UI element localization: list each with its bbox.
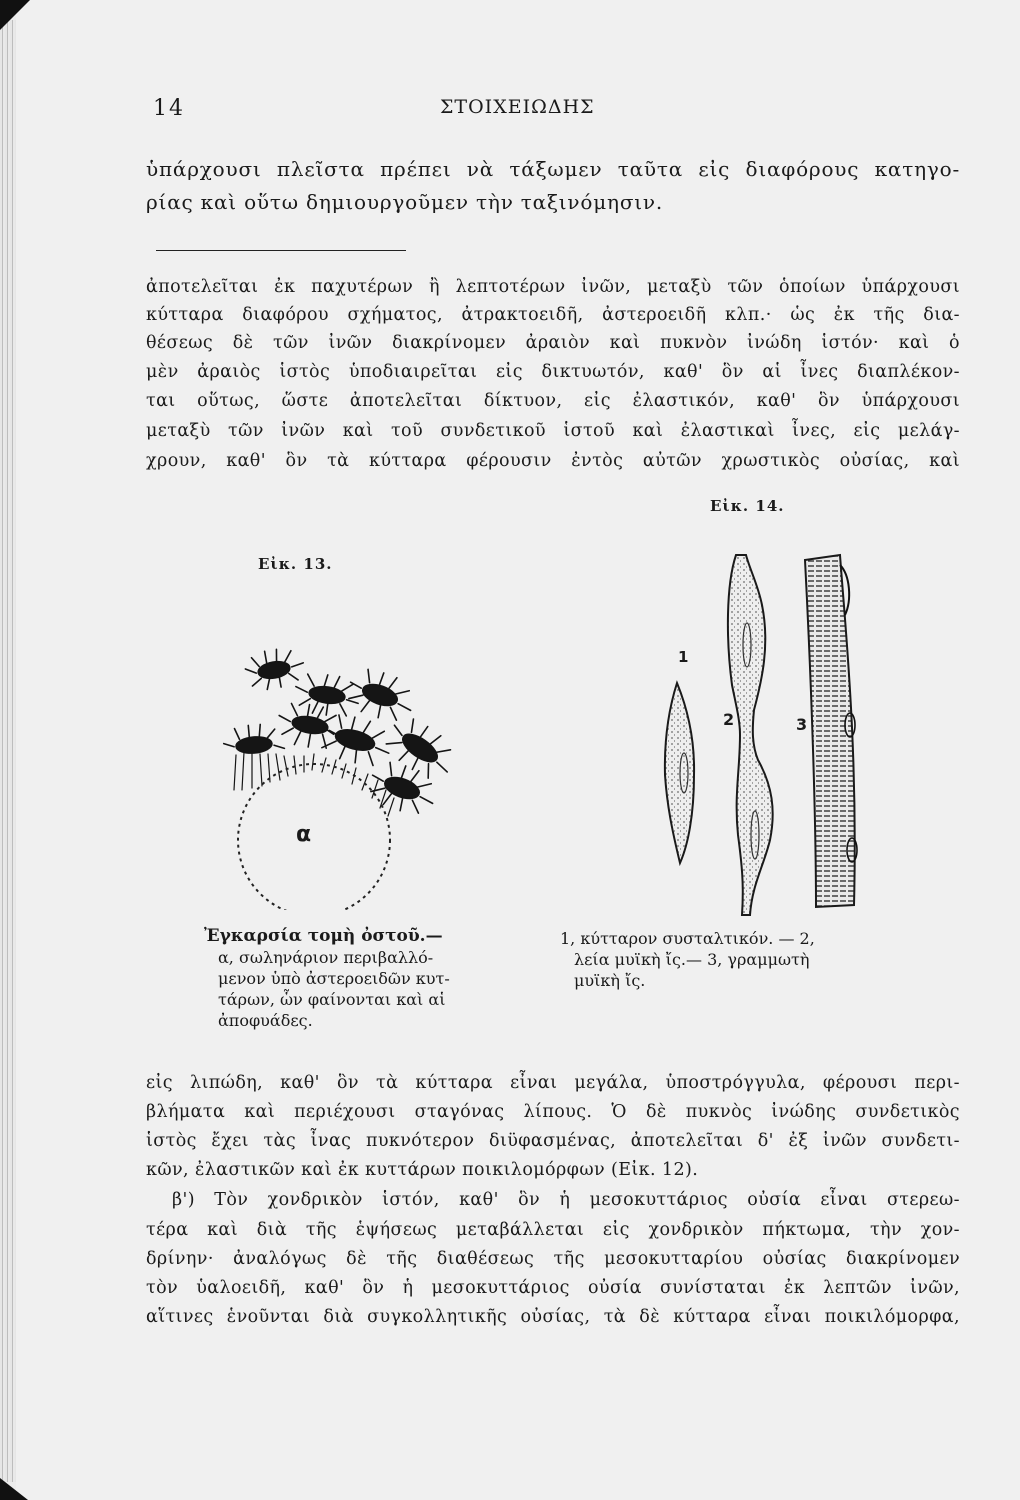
figure-14-marker-1: 1 — [678, 648, 689, 666]
text-line: τὸν ὑαλοειδῆ, καθ' ὃν ἡ μεσοκυττάριος οὐσία συνίσταται ἐκ λεπτῶν ἰνῶν, — [146, 1278, 960, 1298]
caption-line: μενον ὑπὸ ἀστεροειδῶν κυτ- — [218, 969, 450, 988]
figure-14-muscle-cells-illustration — [640, 545, 880, 920]
text-line: αἵτινες ἑνοῦνται διὰ συγκολλητικῆς οὐσίας, τὰ δὲ κύτταρα εἶναι ποικιλόμορφα, — [146, 1307, 960, 1327]
scan-corner-top-left — [0, 0, 30, 30]
text-line: χρουν, καθ' ὃν τὰ κύτταρα φέρουσιν ἐντὸς αὐτῶν χρωστικὸς οὐσίας, καὶ — [146, 451, 960, 471]
figure-14-marker-3: 3 — [796, 715, 808, 734]
text-line: κῶν, ἐλαστικῶν καὶ ἐκ κυττάρων ποικιλομόρφων (Εἰκ. 12). — [146, 1160, 699, 1180]
text-line: ἀποτελεῖται ἐκ παχυτέρων ἢ λεπτοτέρων ἰνῶν, μεταξὺ τῶν ὁποίων ὑπάρχουσι — [146, 277, 960, 297]
text-line: μὲν ἀραιὸς ἱστὸς ὑποδιαιρεῖται εἰς δικτυωτόν, καθ' ὃν αἱ ἶνες διαπλέκον- — [146, 362, 960, 382]
text-line: ται οὕτως, ὥστε ἀποτελεῖται δίκτυον, εἰς ἐλαστικόν, καθ' ὃν ὑπάρχουσι — [146, 391, 960, 411]
text-line: β') Τὸν χονδρικὸν ἱστόν, καθ' ὃν ἡ μεσοκυττάριος οὐσία εἶναι στερεω- — [172, 1190, 960, 1210]
text-line: εἰς λιπώδη, καθ' ὃν τὰ κύτταρα εἶναι μεγάλα, ὑποστρόγγυλα, φέρουσι περι- — [146, 1073, 960, 1093]
figure-13-caption-title: Ἐγκαρσία τομὴ ὀστοῦ.— — [204, 926, 443, 946]
figure-14-caption — [560, 928, 815, 991]
scan-corner-bottom-left — [0, 1478, 28, 1500]
text-line: θέσεως δὲ τῶν ἰνῶν διακρίνομεν ἀραιὸν καὶ πυκνὸν ἰνώδη ἱστόν· καὶ ὁ — [146, 333, 960, 353]
text-line: ὑπάρχουσι πλεῖστα πρέπει νὰ τάξωμεν ταῦτα εἰς διαφόρους κατηγο- — [146, 157, 960, 181]
text-line: ρίας καὶ οὕτω δημιουργοῦμεν τὴν ταξινόμησιν. — [146, 190, 664, 214]
page-number: 14 — [153, 96, 185, 121]
caption-line: 1, κύτταρον συσταλτικόν. — 2, — [560, 929, 815, 948]
text-line: ἱστὸς ἔχει τὰς ἶνας πυκνότερον διϋφασμένας, ἀποτελεῖται δ' ἐξ ἰνῶν συνδετι- — [146, 1131, 960, 1151]
figure-14-marker-2: 2 — [723, 710, 735, 729]
figure-13-bone-section-illustration — [222, 640, 472, 910]
figure-14-label: Εἰκ. 14. — [710, 497, 785, 515]
text-line: κύτταρα διαφόρου σχήματος, ἀτρακτοειδῆ, ἀστεροειδῆ κλπ.· ὡς ἐκ τῆς δια- — [146, 305, 960, 325]
caption-line: ἀποφυάδες. — [218, 1011, 313, 1030]
text-line: βλήματα καὶ περιέχουσι σταγόνας λίπους. Ὁ δὲ πυκνὸς ἰνώδης συνδετικὸς — [146, 1102, 960, 1122]
caption-line: λεία μυϊκὴ ἴς.— 3, γραμμωτὴ — [574, 950, 810, 969]
figure-13-caption — [204, 926, 450, 1031]
running-head: ΣΤΟΙΧΕΙΩΔΗΣ — [440, 96, 595, 118]
text-line: μεταξὺ τῶν ἰνῶν καὶ τοῦ συνδετικοῦ ἱστοῦ καὶ ἐλαστικαὶ ἶνες, εἰς μελάγ- — [146, 421, 960, 441]
caption-line: τάρων, ὧν φαίνονται καὶ αἱ — [218, 990, 446, 1009]
caption-line: μυϊκὴ ἴς. — [574, 971, 646, 990]
text-line: δρίνην· ἀναλόγως δὲ τῆς διαθέσεως τῆς μεσοκυτταρίου οὐσίας διακρίνομεν — [146, 1249, 960, 1269]
text-line: τέρα καὶ διὰ τῆς ἑψήσεως μεταβάλλεται εἰς χονδρικὸν πήκτωμα, τὴν χον- — [146, 1220, 960, 1240]
footnote-divider — [156, 250, 406, 251]
caption-line: α, σωληνάριον περιβαλλό- — [218, 948, 434, 967]
figure-13-marker-alpha: α — [296, 822, 312, 847]
book-page-edges — [0, 20, 16, 1482]
figure-13-label: Εἰκ. 13. — [258, 555, 333, 573]
